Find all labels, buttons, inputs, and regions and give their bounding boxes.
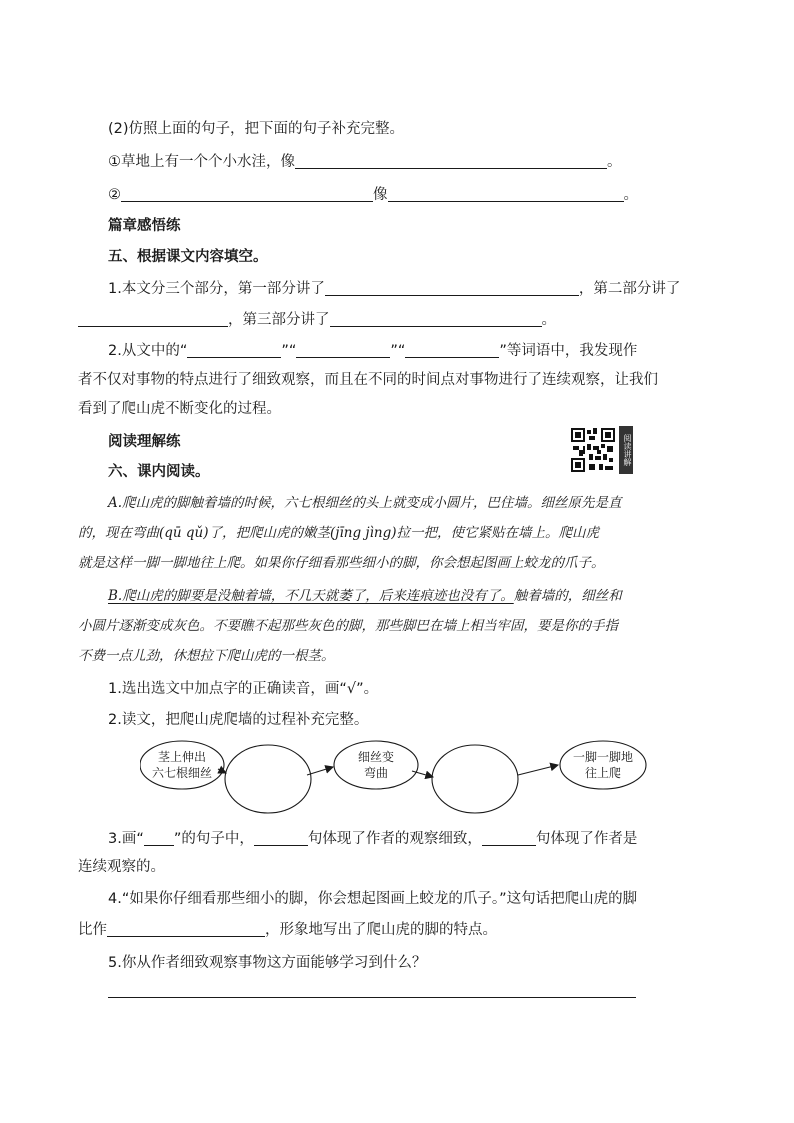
s6-q2: 2.读文，把爬山虎爬墙的过程补充完整。	[108, 712, 369, 728]
q2-item1-text: ①草地上有一个个小水洼，像	[108, 154, 295, 170]
s5-q1-text-c: ，第三部分讲了	[228, 312, 330, 328]
s5-q2-text-c: ”“	[390, 343, 406, 359]
q2-item2-blank1[interactable]	[121, 185, 373, 202]
s5-q2-blank3[interactable]	[405, 341, 499, 358]
flow-node-5-line2: 往上爬	[584, 766, 622, 780]
s6-q3-line2: 连续观察的。	[78, 859, 165, 875]
s6-q3-text-a: 3.画“	[108, 831, 144, 847]
s5-q2-text-a: 2.从文中的“	[108, 343, 188, 359]
flow-node-3-line2: 弯曲	[363, 766, 389, 780]
passage-b-line2: 小圆片逐渐变成灰色。不要瞧不起那些灰色的脚，那些脚巴在墙上相当牢固，要是你的手指	[78, 618, 618, 634]
s6-q3-text-d: 句体现了作者是	[535, 831, 638, 847]
s5-q1-text-a: 1.本文分三个部分，第一部分讲了	[108, 281, 325, 297]
flow-node-4-blank[interactable]	[432, 745, 518, 813]
s5-q2-text-d: ”等词语中，我发现作	[499, 343, 638, 359]
flow-diagram	[140, 735, 680, 819]
s5-q1-line1	[108, 279, 680, 299]
s6-q5: 5.你从作者细致观察事物这方面能够学习到什么？	[108, 955, 427, 971]
q2-item2-start: ②	[108, 187, 121, 203]
q2-item2-end: 。	[623, 187, 638, 203]
passage-a-line2: 的，现在弯曲(qū qǔ)了，把爬山虎的嫩茎(jīng jìng)拉一把，使它紧贴在墙上。爬山虎	[78, 525, 600, 541]
s6-q4-text-b: ，形象地写出了爬山虎的脚的特点。	[265, 922, 497, 938]
s6-q3-line1	[108, 829, 637, 849]
qr-code-icon[interactable]	[571, 428, 615, 472]
s5-q2-blank2[interactable]	[296, 341, 390, 358]
s6-q3-text-c: 句体现了作者的观察细致，	[307, 831, 482, 847]
s5-q2-text-b: ”“	[281, 343, 297, 359]
q2-item2-blank2[interactable]	[388, 185, 624, 202]
s5-q1-blank2[interactable]	[78, 310, 228, 327]
flow-node-5	[560, 741, 646, 789]
s5-q1-text-d: 。	[541, 312, 556, 328]
passage-b-underlined-sentence: B.爬山虎的脚要是没触着墙，不几天就萎了，后来连痕迹也没有了。	[108, 588, 514, 604]
s5-q2-blank1[interactable]	[187, 341, 281, 358]
passage-b-line3: 不费一点儿劲，休想拉下爬山虎的一根茎。	[78, 648, 335, 664]
q2-item2	[108, 185, 638, 205]
s5-q2-line2: 者不仅对事物的特点进行了细致观察，而且在不同的时间点对事物进行了连续观察，让我们	[78, 372, 658, 388]
s6-q4-line1: 4.“如果你仔细看那些细小的脚，你会想起图画上蛟龙的爪子。”这句话把爬山虎的脚	[108, 891, 638, 907]
s6-q1: 1.选出选文中加点字的正确读音，画“√”。	[108, 681, 379, 697]
s5-q1-text-b: ，第二部分讲了	[578, 281, 681, 297]
s6-q4-line2	[78, 920, 497, 940]
s6-q4-blank[interactable]	[107, 920, 265, 937]
flow-node-1	[140, 741, 224, 789]
q2-item1-end: 。	[607, 154, 622, 170]
flow-node-3-line1: 细丝变	[357, 750, 395, 764]
flow-node-1-line1: 茎上伸出	[157, 750, 207, 764]
flow-arrow-2	[307, 767, 333, 775]
passage-a-line1: A.爬山虎的脚触着墙的时候，六七根细丝的头上就变成小圆片，巴住墙。细丝原先是直	[108, 495, 622, 511]
flow-node-5-line1: 一脚一脚地	[572, 750, 634, 764]
section6-heading: 六、课内阅读。	[108, 464, 210, 480]
s5-q1-blank1[interactable]	[325, 279, 579, 296]
s6-q5-answer-line[interactable]	[108, 997, 636, 998]
s5-q1-line2	[78, 310, 556, 330]
passage-b-line1	[108, 586, 622, 606]
flow-node-3	[334, 741, 418, 789]
q2-item1-blank[interactable]	[295, 152, 607, 169]
s6-q4-text-a: 比作	[78, 922, 107, 938]
s5-q1-blank3[interactable]	[330, 310, 542, 327]
section5-heading: 五、根据课文内容填空。	[108, 249, 268, 265]
s6-q3-blank1[interactable]	[254, 829, 308, 846]
s6-q3-blank2[interactable]	[482, 829, 536, 846]
q2-instruction: (2)仿照上面的句子，把下面的句子补充完整。	[108, 121, 405, 137]
passage-b-line1-rest: 触着墙的，细丝和	[513, 588, 622, 604]
s5-q2-line1	[108, 341, 637, 361]
s5-q2-line3: 看到了爬山虎不断变化的过程。	[78, 401, 281, 417]
section-yuedu-title: 阅读理解练	[108, 434, 181, 450]
passage-a-line3: 就是这样一脚一脚地往上爬。如果你仔细看那些细小的脚，你会想起图画上蛟龙的爪子。	[78, 555, 605, 571]
flow-node-1-line2: 六七根细丝	[151, 766, 213, 780]
s6-q3-underline-sample	[144, 829, 174, 846]
s6-q3-text-b: ”的句子中，	[173, 831, 254, 847]
q2-item1	[108, 152, 622, 172]
qr-label: 阅读讲解	[619, 426, 633, 474]
q2-item2-mid: 像	[373, 187, 388, 203]
flow-arrow-4	[518, 765, 558, 775]
section-pianzhang-title: 篇章感悟练	[108, 218, 181, 234]
flow-node-2-blank[interactable]	[225, 745, 311, 813]
